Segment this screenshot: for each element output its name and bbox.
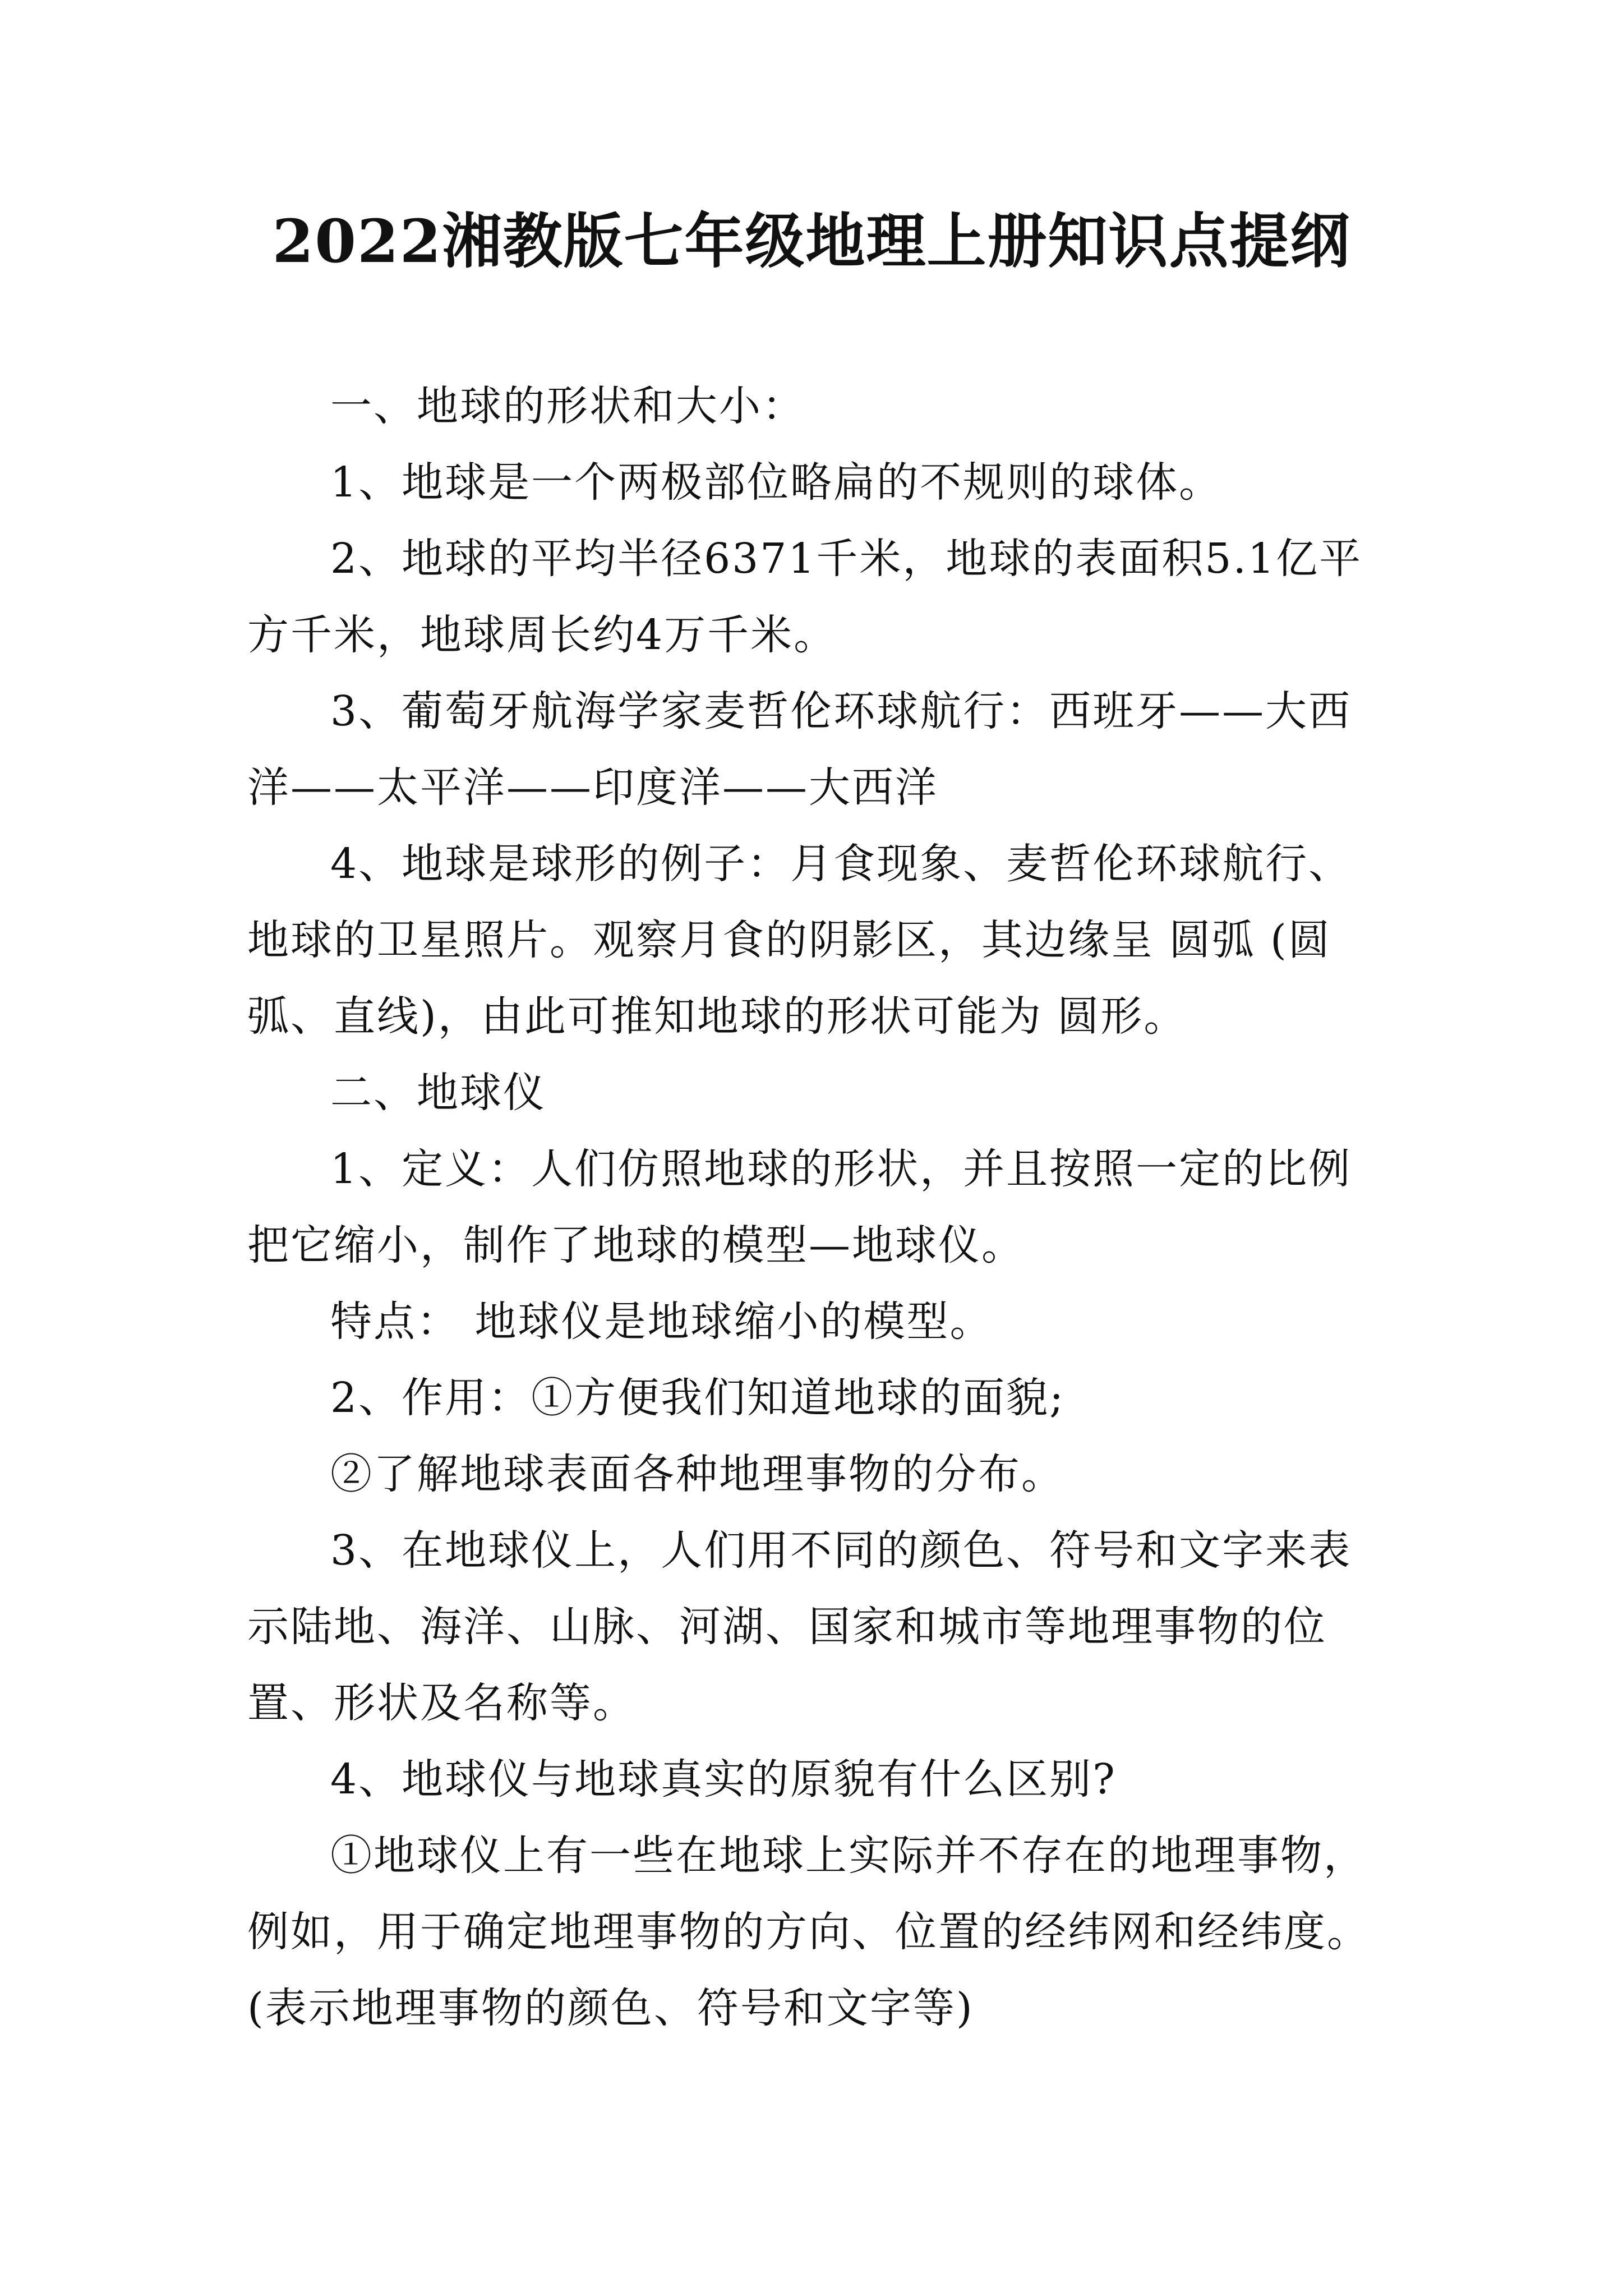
paragraph-globe-use-2: ②了解地球表面各种地理事物的分布。 (330, 1450, 1064, 1498)
paragraph-sphere-evidence: 4、地球是球形的例子：月食现象、麦哲伦环球航行、地球的卫星照片。观察月食的阴影区，其边缘呈 圆弧 (圆弧、直线)，由此可推知地球的形状可能为 圆形。 (247, 840, 1352, 1041)
paragraph-globe-difference-answer: ①地球仪上有一些在地球上实际并不存在的地理事物，例如，用于确定地理事物的方向、位置的经纬网和经纬度。(表示地理事物的颜色、符号和文字等) (247, 1832, 1370, 2032)
paragraph-globe-feature: 特点： 地球仪是地球缩小的模型。 (330, 1297, 993, 1346)
section-heading-globe: 二、地球仪 (330, 1069, 546, 1117)
paragraph-magellan-voyage: 3、葡萄牙航海学家麦哲伦环球航行：西班牙——大西洋——太平洋——印度洋——大西洋 (247, 687, 1352, 812)
section-heading-shape-and-size: 一、地球的形状和大小： (330, 382, 805, 430)
paragraph-globe-symbols: 3、在地球仪上，人们用不同的颜色、符号和文字来表示陆地、海洋、山脉、河湖、国家和城市等地理事物的位置、形状及名称等。 (247, 1526, 1352, 1727)
paragraph-earth-size: 2、地球的平均半径6371千米，地球的表面积5.1亿平方千米，地球周长约4万千米。 (247, 535, 1363, 659)
paragraph-globe-difference-question: 4、地球仪与地球真实的原貌有什么区别? (330, 1755, 1117, 1803)
paragraph-earth-shape: 1、地球是一个两极部位略扁的不规则的球体。 (330, 458, 1223, 507)
document-title: 2022湘教版七年级地理上册知识点提纲 (272, 206, 1351, 276)
document-body (247, 368, 1380, 2046)
paragraph-globe-definition: 1、定义：人们仿照地球的形状，并且按照一定的比例把它缩小，制作了地球的模型—地球仪。 (247, 1145, 1352, 1269)
paragraph-globe-use-1: 2、作用：①方便我们知道地球的面貌; (330, 1374, 1066, 1422)
